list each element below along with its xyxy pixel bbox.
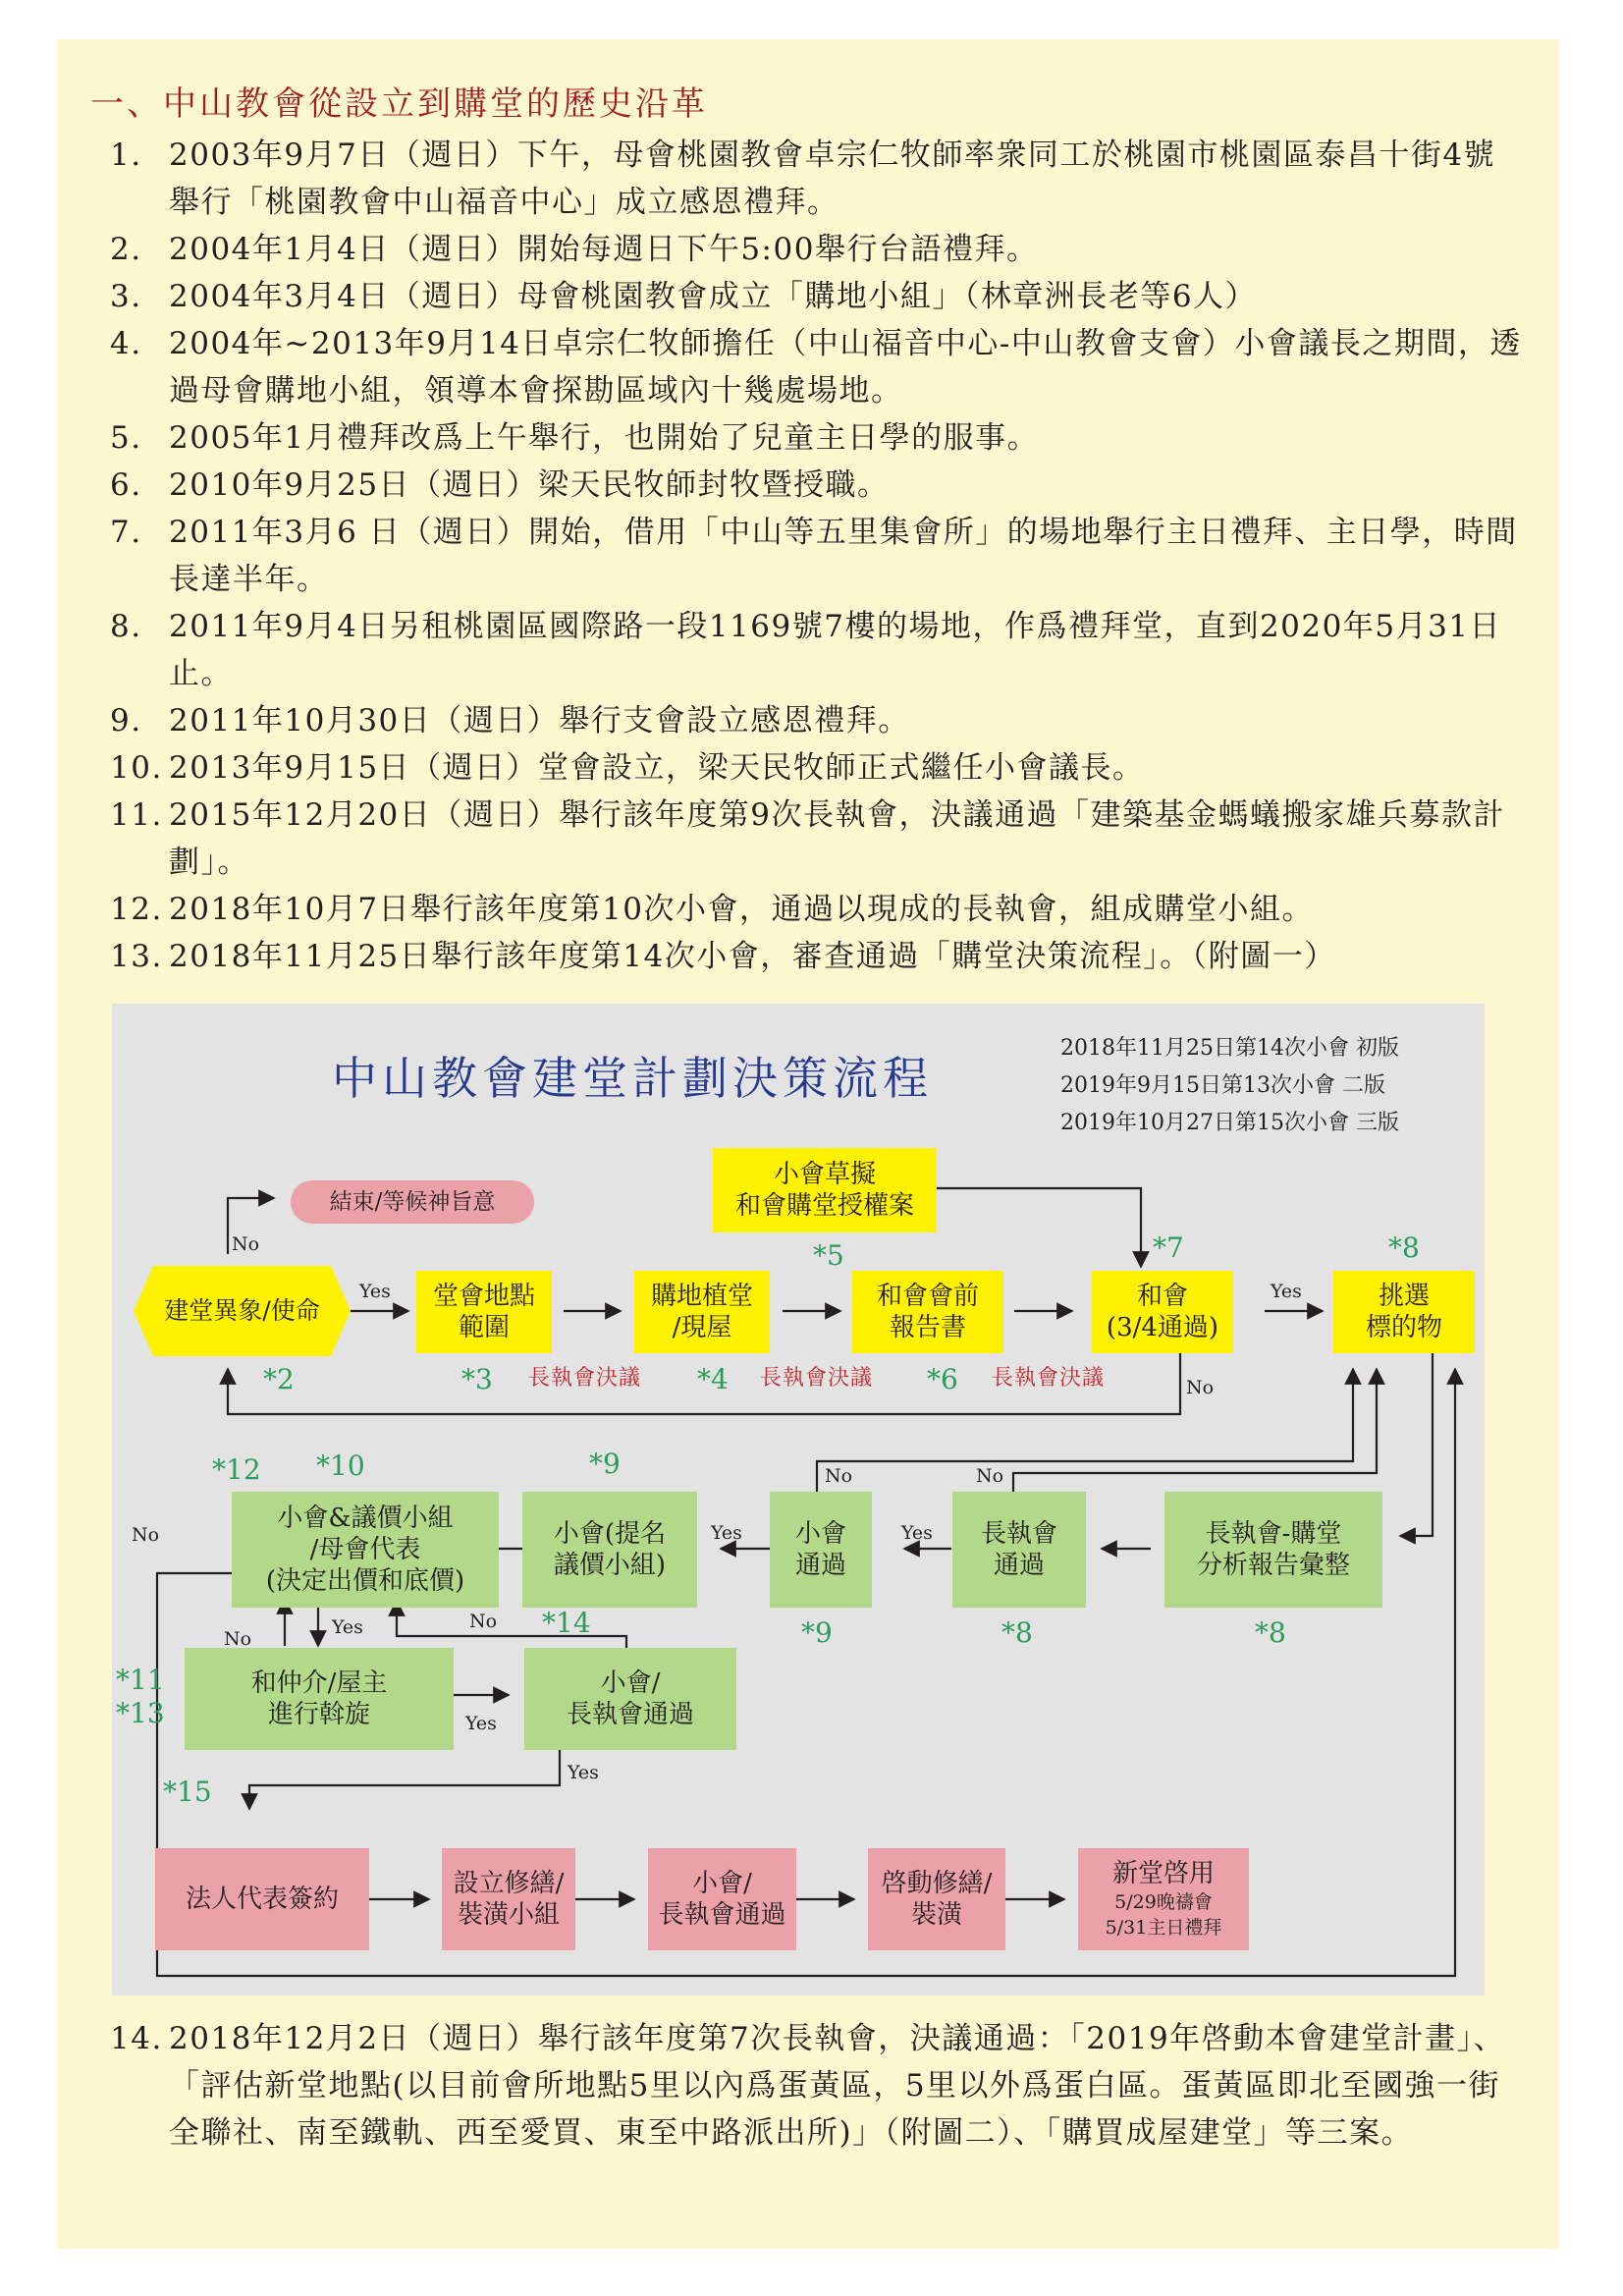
- list-item: 11. 2015年12月20日（週日）舉行該年度第9次長執會，決議通過「建築基金螞蟻搬家雄兵募款計劃」。: [110, 797, 1506, 880]
- connector-line: [937, 1188, 1141, 1267]
- footnote-marker: *8: [1001, 1616, 1033, 1649]
- connector-line: [1400, 1353, 1433, 1536]
- yes-label: Yes: [1271, 1281, 1302, 1302]
- version-line: 2019年10月27日第15次小會 三版: [1060, 1111, 1399, 1135]
- footnote-marker: *8: [1255, 1616, 1286, 1649]
- location-node: 堂會地點 範圍: [416, 1271, 552, 1353]
- list-item: 7. 2011年3月6 日（週日）開始，借用「中山等五里集會所」的場地舉行主日禮拜、主日學，時間長達半年。: [110, 515, 1518, 597]
- yes-label: Yes: [901, 1522, 933, 1544]
- start-node: 建堂異象/使命: [164, 1296, 320, 1325]
- negotiation-node: 和仲介/屋主 進行斡旋: [185, 1648, 454, 1750]
- no-label: No: [825, 1465, 853, 1487]
- board-node: 長執會 通過: [952, 1492, 1086, 1608]
- footnote-marker: *13: [116, 1697, 165, 1729]
- end-node: 結束/等候神旨意: [329, 1189, 496, 1215]
- connector-line: [397, 1601, 626, 1650]
- footnote-marker: *11: [116, 1664, 165, 1696]
- report-node: 和會會前 報告書: [852, 1271, 1003, 1353]
- dedication-node: 新堂啓用 5/29晚禱會 5/31主日禮拜: [1078, 1848, 1249, 1950]
- approval-node: 小會/ 長執會通過: [524, 1648, 736, 1750]
- renovation-start-node: 啓動修繕/ 裝潢: [868, 1848, 1005, 1950]
- footnote-marker: *14: [542, 1607, 591, 1639]
- no-label: No: [1186, 1377, 1215, 1398]
- footnote-marker: *7: [1153, 1231, 1184, 1264]
- footnote-marker: *4: [697, 1363, 729, 1395]
- no-label: No: [469, 1611, 498, 1632]
- list-item: 10. 2013年9月15日（週日）堂會設立，梁天民牧師正式繼任小會議長。: [110, 750, 1145, 786]
- list-item: 8. 2011年9月4日另租桃園區國際路一段1169號7樓的場地，作爲禮拜堂，直到2020年5月31日止。: [110, 609, 1502, 691]
- session-node: 小會 通過: [770, 1492, 872, 1608]
- footnote-marker: *2: [263, 1363, 295, 1395]
- select-node: 挑選 標的物: [1333, 1271, 1475, 1353]
- no-label: No: [224, 1628, 252, 1650]
- approval-final-node: 小會/ 長執會通過: [648, 1848, 796, 1950]
- section-heading: 一、中山教會從設立到購堂的歷史沿革: [90, 84, 708, 124]
- version-line: 2019年9月15日第13次小會 二版: [1060, 1073, 1385, 1098]
- footnote-marker: *10: [316, 1449, 365, 1482]
- list-item: 13. 2018年11月25日舉行該年度第14次小會，審查通過「購堂決策流程」。（附圖一）: [110, 939, 1336, 974]
- yes-label: Yes: [711, 1522, 742, 1544]
- footnote-marker: *6: [927, 1363, 958, 1395]
- list-item: 3. 2004年3月4日（週日）母會桃園教會成立「購地小組」（林章洲長老等6人）: [110, 279, 1258, 314]
- flowchart-figure: [112, 1004, 1485, 1995]
- list-item: 12. 2018年10月7日舉行該年度第10次小會，通過以現成的長執會，組成購堂小組。: [110, 892, 1315, 927]
- nominate-node: 小會(提名 議價小組): [522, 1492, 697, 1608]
- footnote-marker: *9: [589, 1448, 621, 1480]
- footnote-marker: *12: [212, 1453, 261, 1486]
- draft-node: 小會草擬 和會購堂授權案: [713, 1148, 937, 1232]
- analysis-node: 長執會-購堂 分析報告彙整: [1164, 1492, 1382, 1608]
- yes-label: Yes: [568, 1762, 599, 1783]
- list-item: 2. 2004年1月4日（週日）開始每週日下午5:00舉行台語禮拜。: [110, 232, 1039, 267]
- list-item: 6. 2010年9月25日（週日）梁天民牧師封牧暨授職。: [110, 467, 890, 503]
- no-label: No: [132, 1524, 160, 1546]
- resolution-note: 長執會決議: [992, 1366, 1106, 1391]
- footnote-marker: *3: [461, 1363, 493, 1395]
- no-label: No: [976, 1465, 1004, 1487]
- bargaining-node: 小會&議價小組 /母會代表 (決定出價和底價): [232, 1492, 499, 1608]
- resolution-note: 長執會決議: [528, 1366, 642, 1391]
- sign-node: 法人代表簽約: [155, 1848, 369, 1950]
- congregation-node: 和會 (3/4通過): [1092, 1271, 1233, 1353]
- footnote-marker: *15: [163, 1776, 212, 1808]
- list-item: 5. 2005年1月禮拜改爲上午舉行，也開始了兒童主日學的服事。: [110, 420, 1040, 456]
- footnote-marker: *5: [813, 1239, 844, 1272]
- history-list: [110, 132, 1524, 980]
- renovation-team-node: 設立修繕/ 裝潢小組: [442, 1848, 575, 1950]
- footnote-marker: *8: [1388, 1231, 1420, 1264]
- flowchart-title: 中山教會建堂計劃決策流程: [332, 1052, 933, 1105]
- yes-label: Yes: [359, 1281, 391, 1302]
- yes-label: Yes: [465, 1713, 497, 1734]
- connector-line: [249, 1742, 560, 1809]
- list-item: 4. 2004年~2013年9月14日卓宗仁牧師擔任（中山福音中心-中山教會支會）小會議長之期間，透過母會購地小組，領導本會探勘區域內十幾處場地。: [110, 326, 1522, 409]
- version-line: 2018年11月25日第14次小會 初版: [1060, 1036, 1399, 1061]
- resolution-note: 長執會決議: [760, 1366, 874, 1391]
- list-item: 14. 2018年12月2日（週日）舉行該年度第7次長執會，決議通過：「2019年啓動本會建堂計畫」、「評估新堂地點(以目前會所地點5里以內爲蛋黃區，5里以外爲蛋白區。蛋黃區即北至國強一街全聯社、南至鐵軌、西至愛買、東至中路派出所)」（附圖二）、「購買成屋建堂」等三案。: [110, 2021, 1506, 2151]
- list-item: 9. 2011年10月30日（週日）舉行支會設立感恩禮拜。: [110, 703, 910, 738]
- yes-label: Yes: [332, 1616, 363, 1638]
- footnote-marker: *9: [801, 1616, 833, 1649]
- purchase-node: 購地植堂 /現屋: [634, 1271, 770, 1353]
- no-label: No: [232, 1233, 260, 1255]
- list-item: 1. 2003年9月7日（週日）下午，母會桃園教會卓宗仁牧師率衆同工於桃園市桃園區泰昌十街4號舉行「桃園教會中山福音中心」成立感恩禮拜。: [110, 137, 1496, 220]
